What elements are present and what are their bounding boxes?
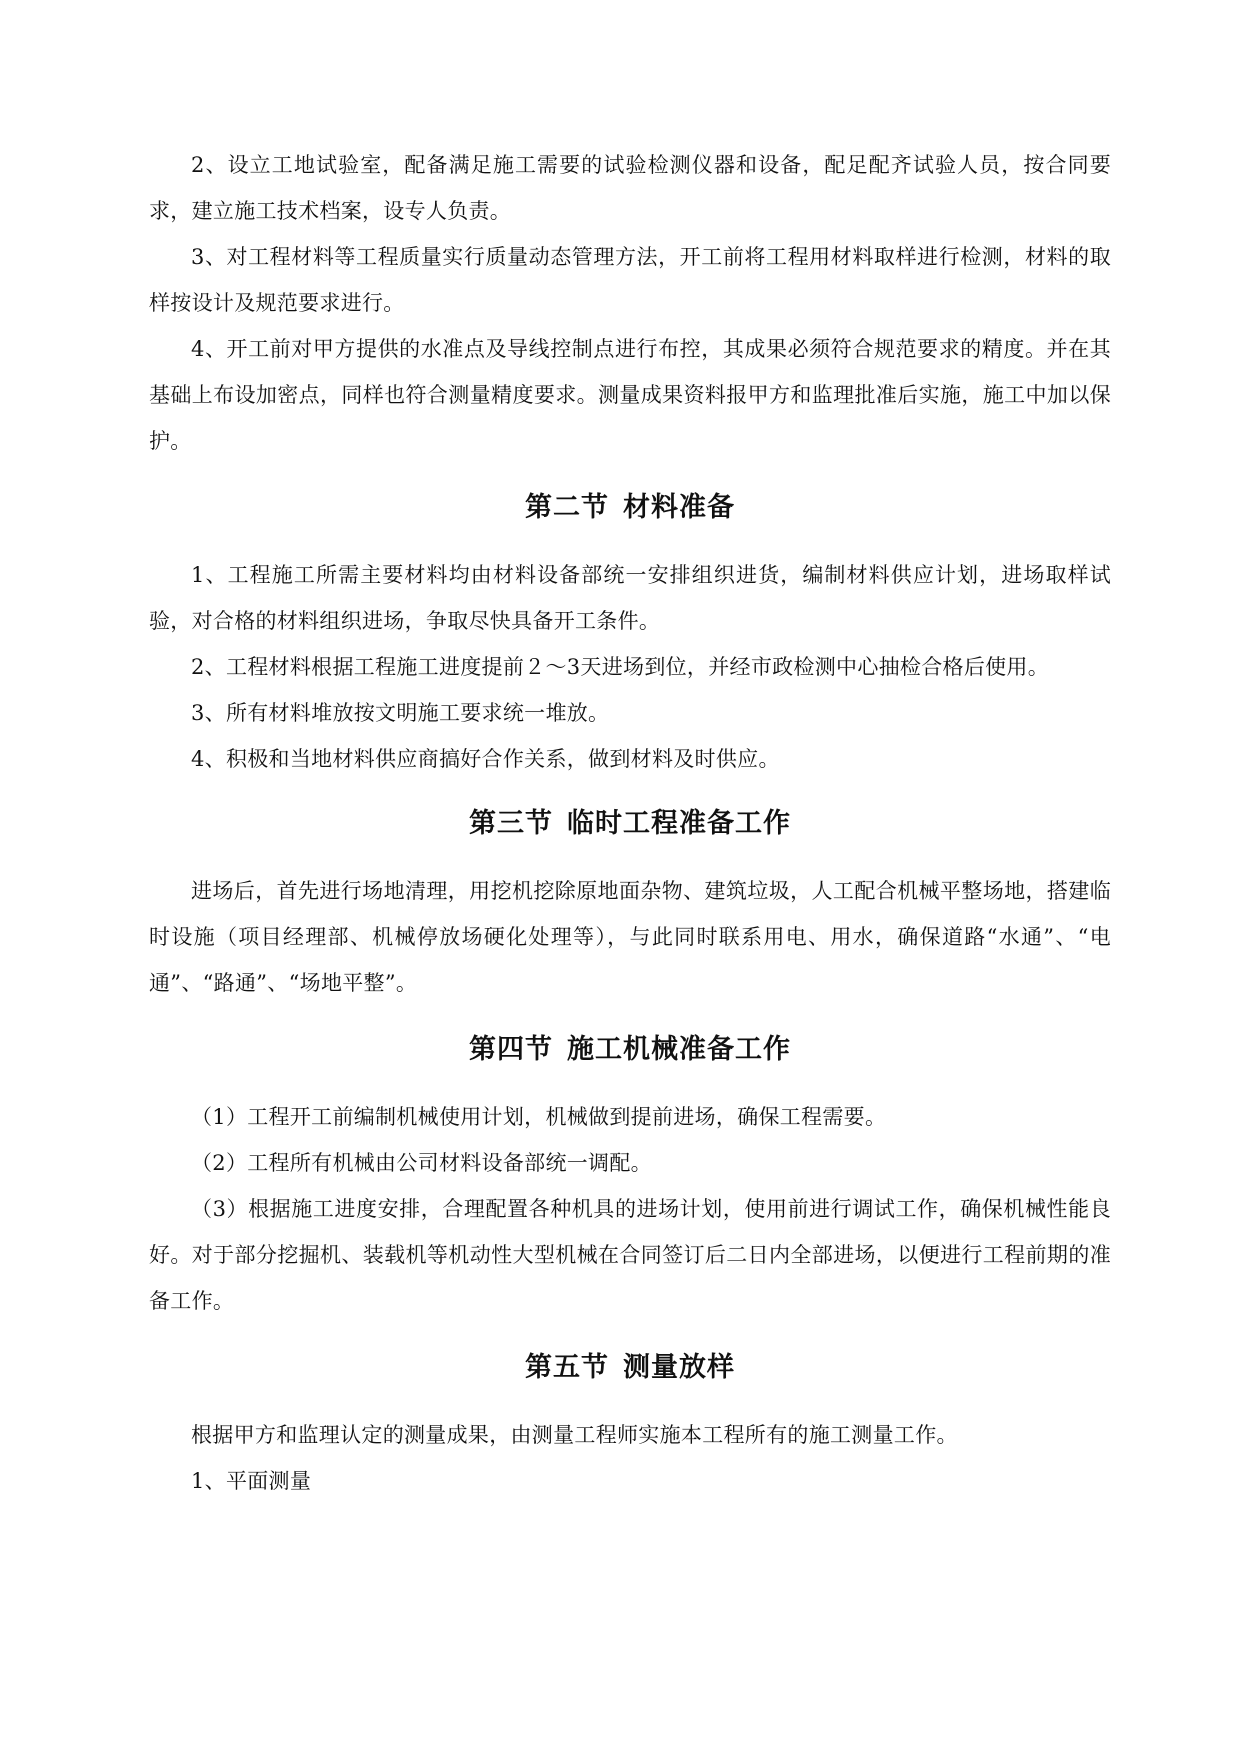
section-3-heading — [149, 804, 1111, 844]
section-4-paragraph-1: （1）工程开工前编制机械使用计划，机械做到提前进场，确保工程需要。 — [191, 1105, 887, 1129]
section-4-paragraph-2: （2）工程所有机械由公司材料设备部统一调配。 — [191, 1151, 652, 1175]
section-5-number: 第五节 — [525, 1352, 609, 1383]
section-4-heading — [149, 1030, 1111, 1070]
intro-paragraph-3: 4、开工前对甲方提供的水准点及导线控制点进行布控，其成果必须符合规范要求的精度。并在其基础上布设加密点，同样也符合测量精度要求。测量成果资料报甲方和监理批准后实施，施工中加以保护。 — [149, 337, 1111, 453]
section-5-title: 测量放样 — [623, 1352, 735, 1383]
section-2-heading — [149, 488, 1111, 528]
section-2-title: 材料准备 — [623, 492, 735, 523]
intro-paragraph-2: 3、对工程材料等工程质量实行质量动态管理方法，开工前将工程用材料取样进行检测，材料的取样按设计及规范要求进行。 — [149, 245, 1111, 315]
document-body — [149, 142, 1111, 1504]
section-4-paragraph-3: （3）根据施工进度安排，合理配置各种机具的进场计划，使用前进行调试工作，确保机械性能良好。对于部分挖掘机、装载机等机动性大型机械在合同签订后二日内全部进场，以便进行工程前期的准备工作。 — [149, 1197, 1111, 1313]
section-5-heading — [149, 1348, 1111, 1388]
section-2-paragraph-4: 4、积极和当地材料供应商搞好合作关系，做到材料及时供应。 — [191, 747, 780, 771]
section-3-title: 临时工程准备工作 — [567, 808, 791, 839]
section-3-paragraph-1: 进场后，首先进行场地清理，用挖机挖除原地面杂物、建筑垃圾，人工配合机械平整场地，搭建临时设施（项目经理部、机械停放场硬化处理等），与此同时联系用电、用水，确保道路“水通”、“电通”、“路通”、“场地平整”。 — [149, 879, 1112, 995]
section-2-paragraph-1: 1、工程施工所需主要材料均由材料设备部统一安排组织进货，编制材料供应计划，进场取样试验，对合格的材料组织进场，争取尽快具备开工条件。 — [149, 563, 1111, 633]
section-3-number: 第三节 — [469, 808, 553, 839]
section-5-paragraph-2: 1、平面测量 — [191, 1469, 312, 1493]
section-5-paragraph-1: 根据甲方和监理认定的测量成果，由测量工程师实施本工程所有的施工测量工作。 — [191, 1423, 958, 1447]
section-2-number: 第二节 — [525, 492, 609, 523]
intro-paragraph-1: 2、设立工地试验室，配备满足施工需要的试验检测仪器和设备，配足配齐试验人员，按合同要求，建立施工技术档案，设专人负责。 — [149, 153, 1111, 223]
section-2-paragraph-3: 3、所有材料堆放按文明施工要求统一堆放。 — [191, 701, 610, 725]
section-2-paragraph-2: 2、工程材料根据工程施工进度提前２～3天进场到位，并经市政检测中心抽检合格后使用。 — [191, 655, 1050, 679]
section-4-number: 第四节 — [469, 1034, 553, 1065]
section-4-title: 施工机械准备工作 — [567, 1034, 791, 1065]
